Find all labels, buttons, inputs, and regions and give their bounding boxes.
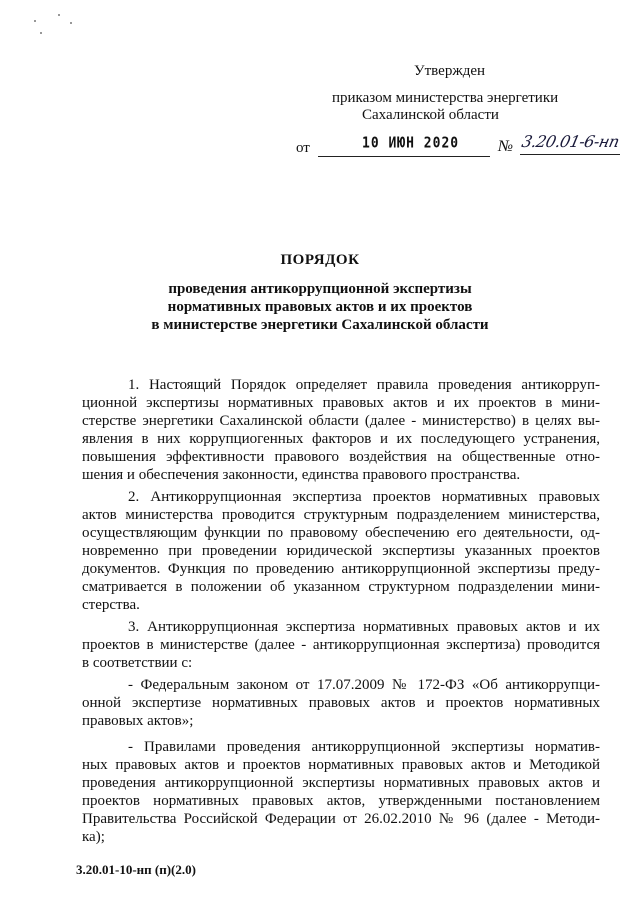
date-prefix: от [296, 140, 310, 156]
text-line: стерства. [82, 597, 140, 613]
text-line: проектов нормативных правовых актов, утвержденными постановлением [82, 793, 600, 809]
text-line: шения и обеспечения законности, единства правового пространства. [82, 467, 521, 483]
text-line: проектов в министерстве (далее - антикоррупционная экспертиза) проводится [82, 637, 600, 653]
document-subtitle-line-2: нормативных правовых актов и их проектов [167, 299, 473, 315]
text-line: правовых актов»; [82, 713, 194, 729]
number-field [520, 132, 620, 155]
paragraph-5 [82, 738, 600, 846]
approval-region-line: Сахалинской области [362, 107, 499, 123]
paragraph-1 [82, 376, 600, 484]
text-line: ционной экспертизы нормативных правовых актов и их проектов в мини- [82, 395, 600, 411]
text-line: новременно при проведении юридической экспертизы указанных проектов [82, 543, 600, 559]
number-prefix: № [498, 138, 514, 155]
paragraph-3 [82, 618, 600, 672]
text-line: осуществляющим функции по правовому обеспечению его деятельности, од- [82, 525, 600, 541]
approval-heading: Утвержден [414, 63, 486, 79]
date-field [318, 134, 490, 157]
text-line: ка); [82, 829, 105, 845]
text-line: 1. Настоящий Порядок определяет правила проведения антикорруп- [128, 377, 600, 393]
text-line: сматривается в положении об указанном структурном подразделении мини- [82, 579, 600, 595]
text-line: Правительства Российской Федерации от 26.02.2010 № 96 (далее - Методи- [82, 811, 600, 827]
handwritten-number: 3.20.01-6-нп [519, 132, 621, 151]
text-line: повышения эффективности правового воздействия на общественные отно- [82, 449, 600, 465]
text-line: актов министерства проводится структурным подразделением министерства, [82, 507, 600, 523]
text-line: в соответствии с: [82, 655, 193, 671]
text-line: - Правилами проведения антикоррупционной экспертизы норматив- [128, 739, 600, 755]
paragraph-4 [82, 676, 600, 730]
text-line: документов. Функция по проведению антикоррупционной экспертизы преду- [82, 561, 600, 577]
text-line: 2. Антикоррупционная экспертиза проектов нормативных правовых [128, 489, 600, 505]
text-line: ных правовых актов и проектов нормативных правовых актов и Методикой [82, 757, 600, 773]
text-line: явления в них коррупциогенных факторов и их последующего устранения, [82, 431, 600, 447]
document-subtitle-line-1: проведения антикоррупционной экспертизы [168, 281, 472, 297]
document-code-footer: 3.20.01-10-нп (п)(2.0) [76, 862, 196, 877]
paragraph-2 [82, 488, 600, 614]
text-line: проведения антикоррупционной экспертизы нормативных правовых актов и [82, 775, 600, 791]
document-title: ПОРЯДОК [280, 252, 360, 268]
text-line: 3. Антикоррупционная экспертиза нормативных правовых актов и их [128, 619, 600, 635]
text-line: онной экспертизе нормативных правовых актов и проектов нормативных [82, 695, 600, 711]
date-stamp: 10 ИЮН 2020 [362, 134, 460, 153]
text-line: стерстве энергетики Сахалинской области (далее - министерство) в целях вы- [82, 413, 600, 429]
approval-order-line: приказом министерства энергетики [332, 90, 559, 106]
text-line: - Федеральным законом от 17.07.2009 № 172-ФЗ «Об антикоррупци- [128, 677, 600, 693]
document-subtitle-line-3: в министерстве энергетики Сахалинской области [151, 317, 489, 333]
